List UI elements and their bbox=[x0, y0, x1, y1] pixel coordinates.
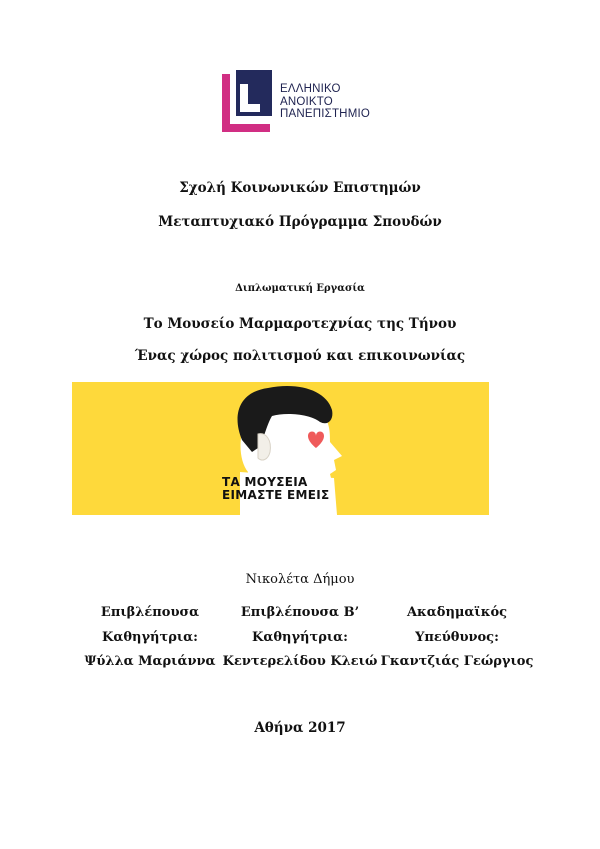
supervisor-role-line-1: Επιβλέπουσα Β’ bbox=[240, 605, 360, 620]
university-logo-mark bbox=[222, 70, 278, 132]
thesis-title: Το Μουσείο Μαρμαροτεχνίας της Τήνου bbox=[143, 316, 457, 332]
supervisor-role-line-2: Καθηγήτρια: bbox=[252, 629, 348, 645]
logo-line-1: ΕΛΛΗΝΙΚΟ bbox=[280, 83, 341, 95]
supervisor-column-1 bbox=[65, 601, 235, 675]
supervisor-name: Κεντερελίδου Κλειώ bbox=[222, 654, 378, 669]
university-logo bbox=[222, 70, 382, 132]
logo-line-2: ΑΝΟΙΚΤΟ bbox=[280, 95, 333, 108]
supervisor-name: Γκαντζιάς Γεώργιος bbox=[380, 654, 534, 669]
author-name: Νικολέτα Δήμου bbox=[245, 572, 355, 587]
supervisor-role-line-1: Ακαδημαϊκός bbox=[406, 605, 508, 620]
university-logo-text bbox=[280, 83, 370, 121]
supervisor-column-3 bbox=[372, 601, 542, 675]
supervisor-role-line-2: Υπεύθυνος: bbox=[415, 629, 499, 645]
thesis-type: Διπλωματική Εργασία bbox=[235, 283, 365, 294]
banner-caption-line-2: ΕΙΜΑΣΤΕ ΕΜΕΙΣ bbox=[222, 488, 330, 502]
supervisor-name: Ψύλλα Μαριάννα bbox=[84, 654, 216, 669]
program-name: Μεταπτυχιακό Πρόγραμμα Σπουδών bbox=[158, 214, 442, 230]
banner-caption-line-1: ΤΑ ΜΟΥΣΕΙΑ bbox=[222, 475, 308, 489]
logo-line-3: ΠΑΝΕΠΙΣΤΗΜΙΟ bbox=[280, 108, 371, 120]
school-name: Σχολή Κοινωνικών Επιστημών bbox=[179, 180, 421, 196]
place-date: Αθήνα 2017 bbox=[254, 720, 346, 736]
thesis-subtitle: Ένας χώρος πολιτισμού και επικοινωνίας bbox=[134, 348, 466, 364]
supervisor-role-line-1: Επιβλέπουσα bbox=[100, 605, 200, 620]
supervisor-role-line-2: Καθηγήτρια: bbox=[102, 629, 198, 645]
supervisor-column-2 bbox=[215, 601, 385, 675]
banner-caption bbox=[222, 476, 330, 502]
museum-banner-image bbox=[72, 382, 489, 515]
